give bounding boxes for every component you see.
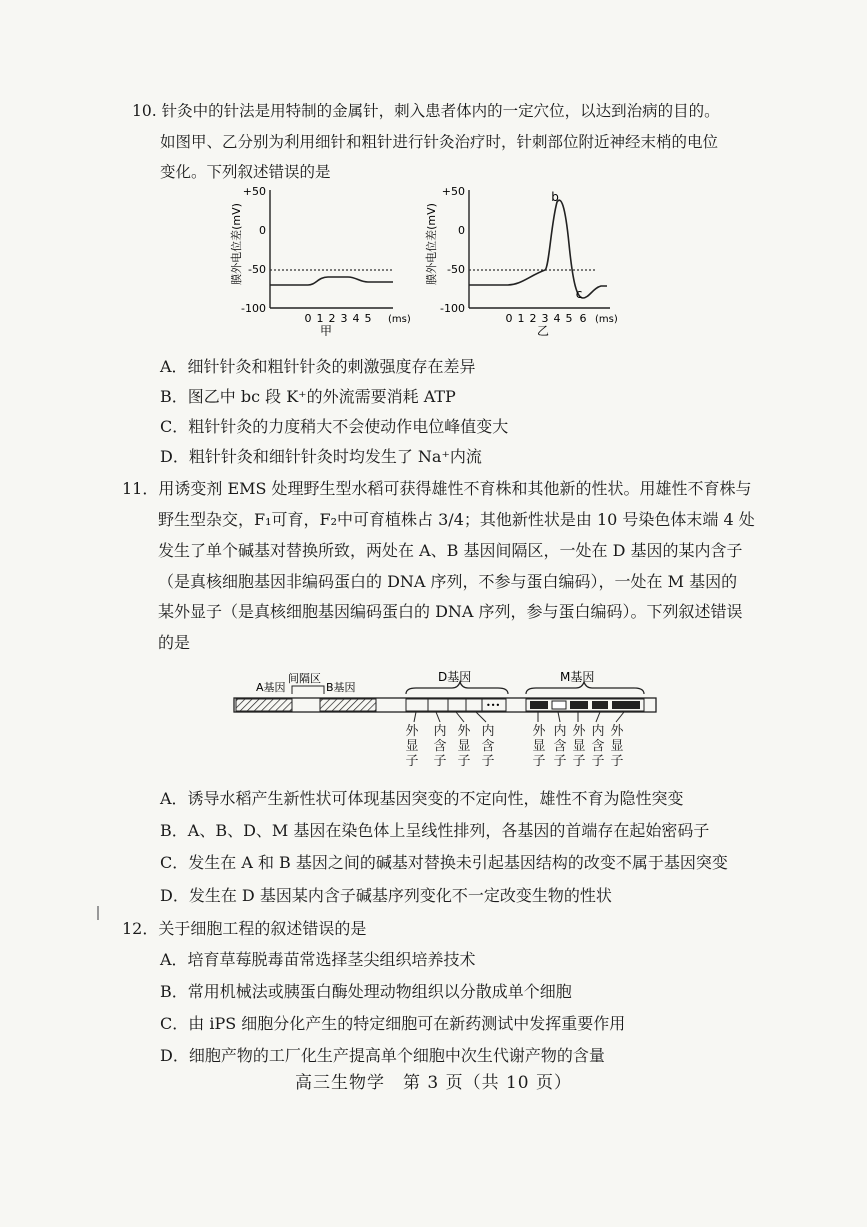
gene-b-block [320,699,376,711]
gene-a-block [236,699,292,711]
page-footer: 高三生物学 第 3 页（共 10 页） [294,1073,573,1093]
chart-jia-ytick: -50 [248,263,266,276]
m-intron-1 [552,701,566,709]
d-intron-2: 内含子 [481,724,495,769]
chart-yi [425,184,640,340]
q11-line1: 11．用诱变剂 EMS 处理野生型水稻可获得雄性不育株和其他新的性状。用雄性不育株与 [122,479,752,498]
gene-d-label: D基因 [438,670,472,684]
q11-line2: 野生型杂交，F₁可育，F₂中可育植株占 3/4；其他新性状是由 10 号染色体末端 4 处 [158,510,755,529]
chart-yi-xtick: 3 [541,312,549,325]
q10-option-d: D．粗针针灸和细针针灸时均发生了 Na⁺内流 [160,447,482,466]
chart-yi-point-c: c [575,287,583,301]
gene-m-brace [526,682,644,694]
chart-yi-xtick: 4 [553,312,561,325]
chart-yi-curve [469,200,607,298]
chart-jia-xtick: 2 [328,312,336,325]
chart-yi-xunit: (ms) [595,314,618,325]
q12-stem: 12．关于细胞工程的叙述错误的是 [122,919,367,938]
q11-line6: 的是 [158,633,191,652]
m-exon-label-1: 外显子 [532,724,546,769]
chart-jia-xtick: 4 [352,312,360,325]
chart-jia-caption: 甲 [319,324,333,336]
q11-option-c: C．发生在 A 和 B 基因之间的碱基对替换未引起基因结构的改变不属于基因突变 [160,853,728,872]
m-exon-4 [612,701,640,709]
chart-jia-xtick: 1 [316,312,324,325]
chart-jia-ytick: -100 [241,302,266,315]
d-intron-1: 内含子 [433,724,447,769]
d-exon-2: 外显子 [457,724,471,769]
chart-yi-ytick: -50 [447,263,465,276]
spacer-bracket [292,686,324,694]
q12-option-b: B．常用机械法或胰蛋白酶处理动物组织以分散成单个细胞 [160,982,572,1001]
scan-mark [97,906,99,920]
m-exon-1 [530,701,548,709]
m-exon-2 [570,701,588,709]
chart-jia-curve [270,277,393,285]
chart-yi-xtick: 6 [579,312,587,325]
chart-jia [228,184,418,340]
q10-line1: 10. 针灸中的针法是用特制的金属针，刺入患者体内的一定穴位，以达到治病的目的。 [132,102,720,120]
q12-option-c: C．由 iPS 细胞分化产生的特定细胞可在新药测试中发挥重要作用 [160,1014,626,1033]
m-exon-label-3: 外显子 [610,724,624,769]
q10-option-b: B．图乙中 bc 段 K⁺的外流需要消耗 ATP [160,387,456,406]
q11-line3: 发生了单个碱基对替换所致，两处在 A、B 基因间隔区，一处在 D 基因的某内含子 [158,541,743,560]
gene-d-dots: ••• [486,701,501,710]
chart-yi-ytick: +50 [441,185,465,198]
chart-jia-xtick: 3 [340,312,348,325]
q11-option-d: D．发生在 D 基因某内含子碱基序列变化不一定改变生物的性状 [160,886,612,905]
gene-m-label: M基因 [560,670,595,684]
chart-yi-xtick: 1 [517,312,525,325]
chart-jia-ylabel: 膜外电位差(mV) [230,203,243,285]
chart-jia-ytick: 0 [259,224,266,237]
m-intron-label-2: 内含子 [591,724,605,769]
q11-line5: 某外显子（是真核细胞基因编码蛋白的 DNA 序列，参与蛋白编码）。下列叙述错误 [158,602,743,621]
m-exon-label-2: 外显子 [572,724,586,769]
q11-option-a: A．诱导水稻产生新性状可体现基因突变的不定向性，雄性不育为隐性突变 [160,789,684,808]
chart-yi-xtick: 0 [505,312,513,325]
q10-line2: 如图甲、乙分别为利用细针和粗针进行针灸治疗时，针刺部位附近神经末梢的电位 [160,133,719,151]
q12-option-d: D．细胞产物的工厂化生产提高单个细胞中次生代谢产物的含量 [160,1046,605,1065]
q10-option-c: C．粗针针灸的力度稍大不会使动作电位峰值变大 [160,417,509,436]
q12-option-a: A．培育草莓脱毒苗常选择茎尖组织培养技术 [160,950,476,969]
spacer-label: 间隔区 [288,672,321,685]
chart-jia-xtick: 5 [364,312,372,325]
q11-line4: （是真核细胞基因非编码蛋白的 DNA 序列，不参与蛋白编码），一处在 M 基因的 [158,572,738,591]
chart-yi-point-b: b [551,190,559,204]
q11-option-b: B．A、B、D、M 基因在染色体上呈线性排列，各基因的首端存在起始密码子 [160,821,710,840]
chart-yi-xtick: 5 [565,312,573,325]
q10-option-a: A．细针针灸和粗针针灸的刺激强度存在差异 [160,357,476,376]
d-exon-1: 外显子 [405,724,419,769]
chart-yi-ytick: -100 [440,302,465,315]
gene-a-label: A基因 [256,681,286,694]
gene-b-label: B基因 [326,681,356,694]
m-intron-label-1: 内含子 [553,724,567,769]
chart-jia-xtick: 0 [304,312,312,325]
q10-line3: 变化。下列叙述错误的是 [160,163,331,181]
chart-yi-ylabel: 膜外电位差(mV) [425,203,438,285]
chart-jia-xunit: (ms) [388,314,411,325]
chart-yi-xtick: 2 [529,312,537,325]
m-exon-3 [592,701,608,709]
chart-yi-ytick: 0 [458,224,465,237]
chart-yi-caption: 乙 [536,324,550,336]
chart-jia-ytick: +50 [242,185,266,198]
